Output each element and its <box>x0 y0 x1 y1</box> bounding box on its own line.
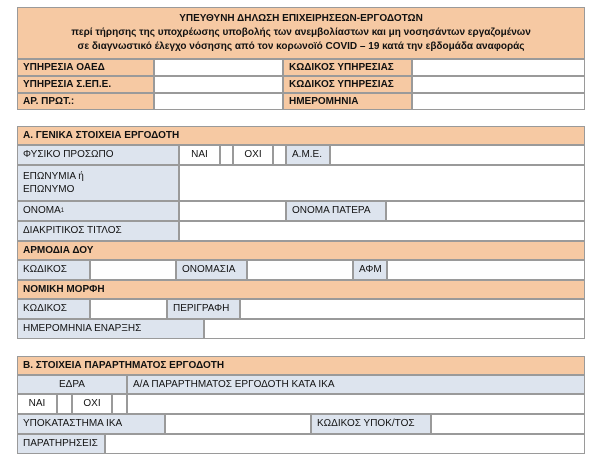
form-title-line1: ΥΠΕΥΘΥΝΗ ΔΗΛΩΣΗ ΕΠΙΧΕΙΡΗΣΕΩΝ-ΕΡΓΟΔΟΤΩΝ <box>179 13 423 24</box>
section-b-title: Β. ΣΤΟΙΧΕΙΑ ΠΑΡΑΡΤΗΜΑΤΟΣ ΕΡΓΟΔΟΤΗ <box>17 356 585 375</box>
distinctive-title-field[interactable] <box>179 221 585 241</box>
company-name-label-line1: ΕΠΩΝΥΜΙΑ ή <box>23 171 84 182</box>
tax-code-field[interactable] <box>90 260 176 280</box>
sepe-service-label: ΥΠΗΡΕΣΙΑ Σ.ΕΠ.Ε. <box>17 76 154 93</box>
date-label: ΗΜΕΡΟΜΗΝΙΑ <box>283 93 412 110</box>
legal-form-title: ΝΟΜΙΚΗ ΜΟΡΦΗ <box>17 280 585 299</box>
oaed-code-label: ΚΩΔΙΚΟΣ ΥΠΗΡΕΣΙΑΣ <box>283 59 412 76</box>
seat-label: ΕΔΡΑ <box>17 375 127 394</box>
legal-description-label: ΠΕΡΙΓΡΑΦΗ <box>167 299 240 319</box>
oaed-code-field[interactable] <box>412 59 585 76</box>
afm-label: ΑΦΜ <box>353 260 387 280</box>
oaed-service-field[interactable] <box>154 59 283 76</box>
start-date-label: ΗΜΕΡΟΜΗΝΙΑ ΕΝΑΡΞΗΣ <box>17 319 204 339</box>
tax-code-label: ΚΩΔΙΚΟΣ <box>17 260 90 280</box>
form-title <box>17 7 585 59</box>
company-name-field[interactable] <box>179 165 585 201</box>
remarks-label: ΠΑΡΑΤΗΡΗΣΕΙΣ <box>17 434 105 454</box>
ame-field[interactable] <box>330 145 585 165</box>
ame-label: Α.Μ.Ε. <box>286 145 330 165</box>
afm-field[interactable] <box>387 260 585 280</box>
ika-branch-label: ΥΠΟΚΑΤΑΣΤΗΜΑ ΙΚΑ <box>17 414 165 434</box>
protocol-number-label: ΑΡ. ΠΡΩΤ.: <box>17 93 154 110</box>
company-name-label-line2: ΕΠΩΝΥΜΟ <box>23 184 75 195</box>
tax-office-name-field[interactable] <box>247 260 353 280</box>
natural-person-no-label: ΟΧΙ <box>233 145 273 165</box>
form-title-line2: περί τήρησης της υποχρέωσης υποβολής των ανεμβολίαστων και μη νοσησάντων εργαζομένων <box>71 27 531 38</box>
protocol-number-field[interactable] <box>154 93 283 110</box>
sepe-service-field[interactable] <box>154 76 283 93</box>
start-date-field[interactable] <box>204 319 585 339</box>
branch-number-label: Α/Α ΠΑΡΑΡΤΗΜΑΤΟΣ ΕΡΓΟΔΟΤΗ ΚΑΤΑ ΙΚΑ <box>127 375 585 394</box>
sub-code-field[interactable] <box>431 414 585 434</box>
remarks-field[interactable] <box>105 434 585 454</box>
legal-code-field[interactable] <box>90 299 167 319</box>
tax-office-title: ΑΡΜΟΔΙΑ ΔΟΥ <box>17 241 585 260</box>
seat-no-checkbox[interactable] <box>112 394 127 414</box>
father-name-label: ΟΝΟΜΑ ΠΑΤΕΡΑ <box>286 201 386 221</box>
company-name-label <box>17 165 179 201</box>
section-a-title: Α. ΓΕΝΙΚΑ ΣΤΟΙΧΕΙΑ ΕΡΓΟΔΟΤΗ <box>17 126 585 145</box>
natural-person-yes-label: ΝΑΙ <box>179 145 220 165</box>
natural-person-label: ΦΥΣΙΚΟ ΠΡΟΣΩΠΟ <box>17 145 179 165</box>
ika-branch-field[interactable] <box>165 414 311 434</box>
branch-number-field[interactable] <box>127 394 585 414</box>
natural-person-no-checkbox[interactable] <box>273 145 286 165</box>
oaed-service-label: ΥΠΗΡΕΣΙΑ ΟΑΕΔ <box>17 59 154 76</box>
distinctive-title-label: ΔΙΑΚΡΙΤΙΚΟΣ ΤΙΤΛΟΣ <box>17 221 179 241</box>
first-name-field[interactable] <box>179 201 286 221</box>
natural-person-yes-checkbox[interactable] <box>220 145 233 165</box>
legal-description-field[interactable] <box>240 299 585 319</box>
seat-no-label: ΟΧΙ <box>72 394 112 414</box>
first-name-label: ΟΝΟΜΑ 1 <box>17 201 179 221</box>
sepe-code-field[interactable] <box>412 76 585 93</box>
seat-yes-checkbox[interactable] <box>57 394 72 414</box>
tax-office-name-label: ΟΝΟΜΑΣΙΑ <box>176 260 247 280</box>
sepe-code-label: ΚΩΔΙΚΟΣ ΥΠΗΡΕΣΙΑΣ <box>283 76 412 93</box>
father-name-field[interactable] <box>386 201 585 221</box>
legal-code-label: ΚΩΔΙΚΟΣ <box>17 299 90 319</box>
date-field[interactable] <box>412 93 585 110</box>
form-title-line3: σε διαγνωστικό έλεγχο νόσησης από τον κορωνοϊό COVID – 19 κατά την εβδομάδα αναφοράς <box>77 41 525 52</box>
first-name-label-text: ΟΝΟΜΑ <box>23 205 61 216</box>
seat-yes-label: ΝΑΙ <box>17 394 57 414</box>
sub-code-label: ΚΩΔΙΚΟΣ ΥΠΟΚ/ΤΟΣ <box>311 414 431 434</box>
